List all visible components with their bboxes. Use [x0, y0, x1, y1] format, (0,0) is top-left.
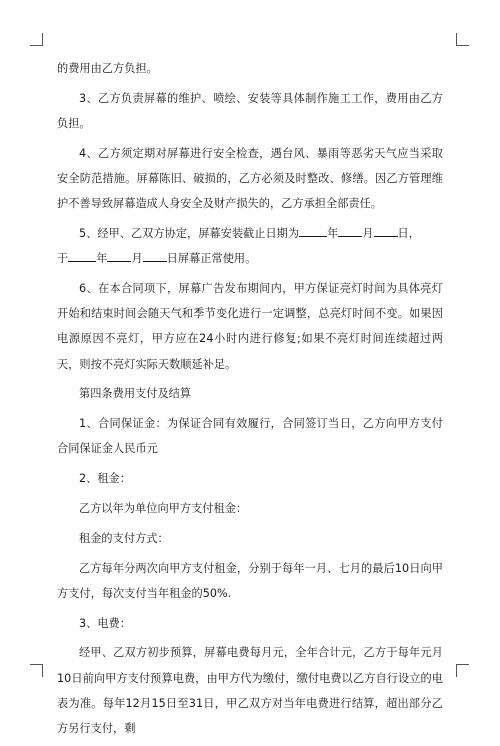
paragraph-rent-method: 租金的支付方式： — [79, 531, 169, 545]
paragraph-rent-heading: 2、租金： — [79, 472, 131, 486]
crop-mark-bottom-right — [456, 664, 469, 677]
clause-5-month-2: 月 — [131, 252, 143, 266]
clause-5-day-2: 日屏幕正常使用。 — [166, 252, 257, 266]
document-body — [57, 56, 443, 746]
paragraph-electricity-budget: 经甲、乙双方初步预算，屏幕电费每月元，全年合计元，乙方于每年元月10日前向甲方支付预算电费，由甲方代为缴付，缴付电费以乙方自行设立的电表为准。每年12月15日至31日，甲乙双方对当年电费进行结算，超出部分乙方另行支付，剩 — [57, 646, 443, 735]
clause-5-month: 月 — [362, 227, 374, 240]
blank-month-2 — [107, 251, 131, 262]
blank-year-2 — [68, 251, 96, 262]
blank-month-1 — [338, 226, 362, 237]
clause-5-day: 日， — [397, 227, 420, 240]
paragraph-clause-3: 3、乙方负责屏幕的维护、喷绘、安装等具体制作施工工作，费用由乙方负担。 — [57, 91, 443, 130]
paragraph-rent-schedule: 乙方每年分两次向甲方支付租金，分别于每年一月、七月的最后10日向甲方支付，每次支付当年租金的50%. — [57, 561, 443, 600]
crop-mark-bottom-left — [30, 664, 43, 677]
crop-mark-top-right — [456, 33, 469, 46]
blank-year-1 — [299, 226, 327, 237]
paragraph-clause-5 — [57, 221, 443, 271]
clause-5-text: 5、经甲、乙双方协定，屏幕安装截止日期为 — [79, 227, 300, 240]
paragraph-clause-4: 4、乙方须定期对屏幕进行安全检查，遇台风、暴雨等恶劣天气应当采取安全防范措施。屏幕陈旧、破损的，乙方必须及时整改、修缮。因乙方管理维护不善导致屏幕造成人身安全及财产损失的，乙方承担全部责任。 — [57, 146, 443, 211]
paragraph-clause-6: 6、在本合同项下，屏幕广告发布期间内，甲方保证亮灯时间为具体亮灯开始和结束时间会随天气和季节变化进行一定调整，总亮灯时间不变。如果因电源原因不亮灯，甲方应在24小时内进行修复;如果不亮灯时间连续超过两天，则按不亮灯实际天数顺延补足。 — [57, 282, 443, 371]
paragraph-electricity-heading: 3、电费： — [79, 616, 131, 630]
clause-5-year-2: 年 — [96, 252, 108, 266]
clause-5-year: 年 — [327, 227, 339, 240]
paragraph-cost-continuation: 的费用由乙方负担。 — [57, 62, 158, 75]
blank-day-1 — [374, 226, 398, 237]
blank-day-2 — [143, 251, 167, 262]
section-heading-payment: 第四条费用支付及结算 — [79, 387, 192, 401]
crop-mark-top-left — [30, 33, 43, 46]
clause-5-yu: 于 — [57, 252, 69, 266]
paragraph-rent-unit: 乙方以年为单位向甲方支付租金： — [79, 502, 248, 515]
paragraph-deposit: 1、合同保证金：为保证合同有效履行，合同签订当日，乙方向甲方支付合同保证金人民币元 — [57, 417, 443, 456]
